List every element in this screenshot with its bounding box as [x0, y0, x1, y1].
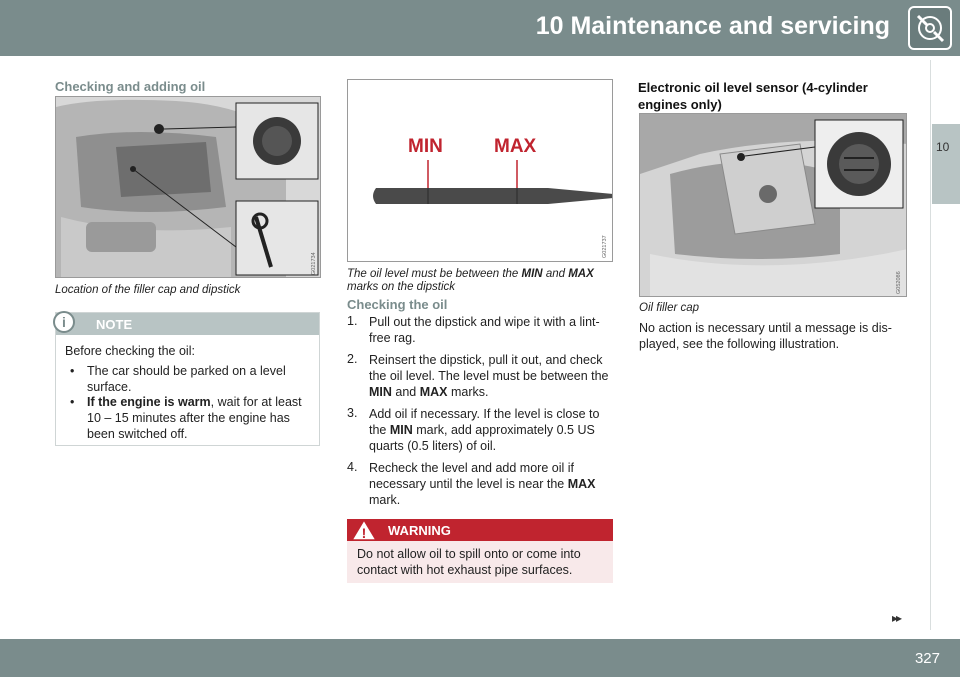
figure-code: G021734 [311, 252, 317, 275]
note-box [55, 312, 320, 446]
oil-sensor-text: No action is necessary until a message is dis-played, see the following illustration. [639, 321, 892, 351]
step-number: 4. [347, 460, 358, 474]
warning-header [347, 519, 613, 541]
info-icon: i [53, 311, 75, 333]
svg-text:!: ! [361, 525, 367, 541]
max-label: MAX [494, 136, 537, 157]
figure-caption: Location of the filler cap and dipstick [55, 284, 241, 296]
dipstick-figure [347, 79, 613, 262]
dipstick-caption: The oil level must be between the MIN and MAX marks on the dipstick [347, 268, 594, 293]
note-title: NOTE [96, 317, 133, 332]
step-3: Add oil if necessary. If the level is close to the MIN mark, add approximately 0.5 US quarts (0.5 liters) of oil. [369, 407, 600, 453]
step-4: Recheck the level and add more oil if necessary until the level is near the MAX mark. [369, 461, 596, 507]
subheading-checking-oil: Checking the oil [347, 297, 448, 312]
note-bullet-1: The car should be parked on a level surface. [87, 364, 286, 394]
section-heading-checking-oil: Checking and adding oil [55, 79, 206, 94]
bullet-dot: • [70, 364, 75, 378]
page-footer [0, 639, 960, 677]
next-page-arrows-icon: ▸▸ [892, 611, 901, 625]
oil-filler-figure [639, 113, 907, 297]
bullet-dot: • [70, 395, 75, 409]
figure-code: G021737 [602, 235, 608, 258]
step-2: Reinsert the dipstick, pull it out, and check the oil level. The level must be between the MIN and MAX marks. [369, 353, 609, 399]
warning-box [347, 519, 613, 583]
note-intro: Before checking the oil: [65, 344, 195, 358]
section-heading-oil-sensor: Electronic oil level sensor (4-cylinder engines only) [638, 80, 868, 112]
chapter-title: 10 Maintenance and servicing [535, 12, 890, 40]
warning-title: WARNING [388, 523, 451, 538]
chapter-side-tab-label: 10 [936, 140, 950, 154]
step-number: 1. [347, 314, 358, 328]
oil-filler-caption: Oil filler cap [639, 302, 700, 314]
step-number: 3. [347, 406, 358, 420]
figure-code: G052086 [896, 271, 902, 294]
chapter-side-tab[interactable] [932, 124, 960, 204]
page-number: 327 [914, 650, 940, 667]
engine-bay-figure [55, 96, 321, 278]
step-number: 2. [347, 352, 358, 366]
note-bullet-2: If the engine is warm, wait for at least 10 – 15 minutes after the engine has been switched off. [87, 395, 302, 441]
warning-triangle-icon [351, 519, 377, 541]
warning-text: Do not allow oil to spill onto or come into contact with hot exhaust pipe surfaces. [357, 547, 581, 577]
wrench-gear-icon [908, 6, 952, 50]
min-label: MIN [408, 136, 443, 157]
step-1: Pull out the dipstick and wipe it with a lint-free rag. [369, 315, 600, 345]
side-divider [930, 60, 931, 630]
